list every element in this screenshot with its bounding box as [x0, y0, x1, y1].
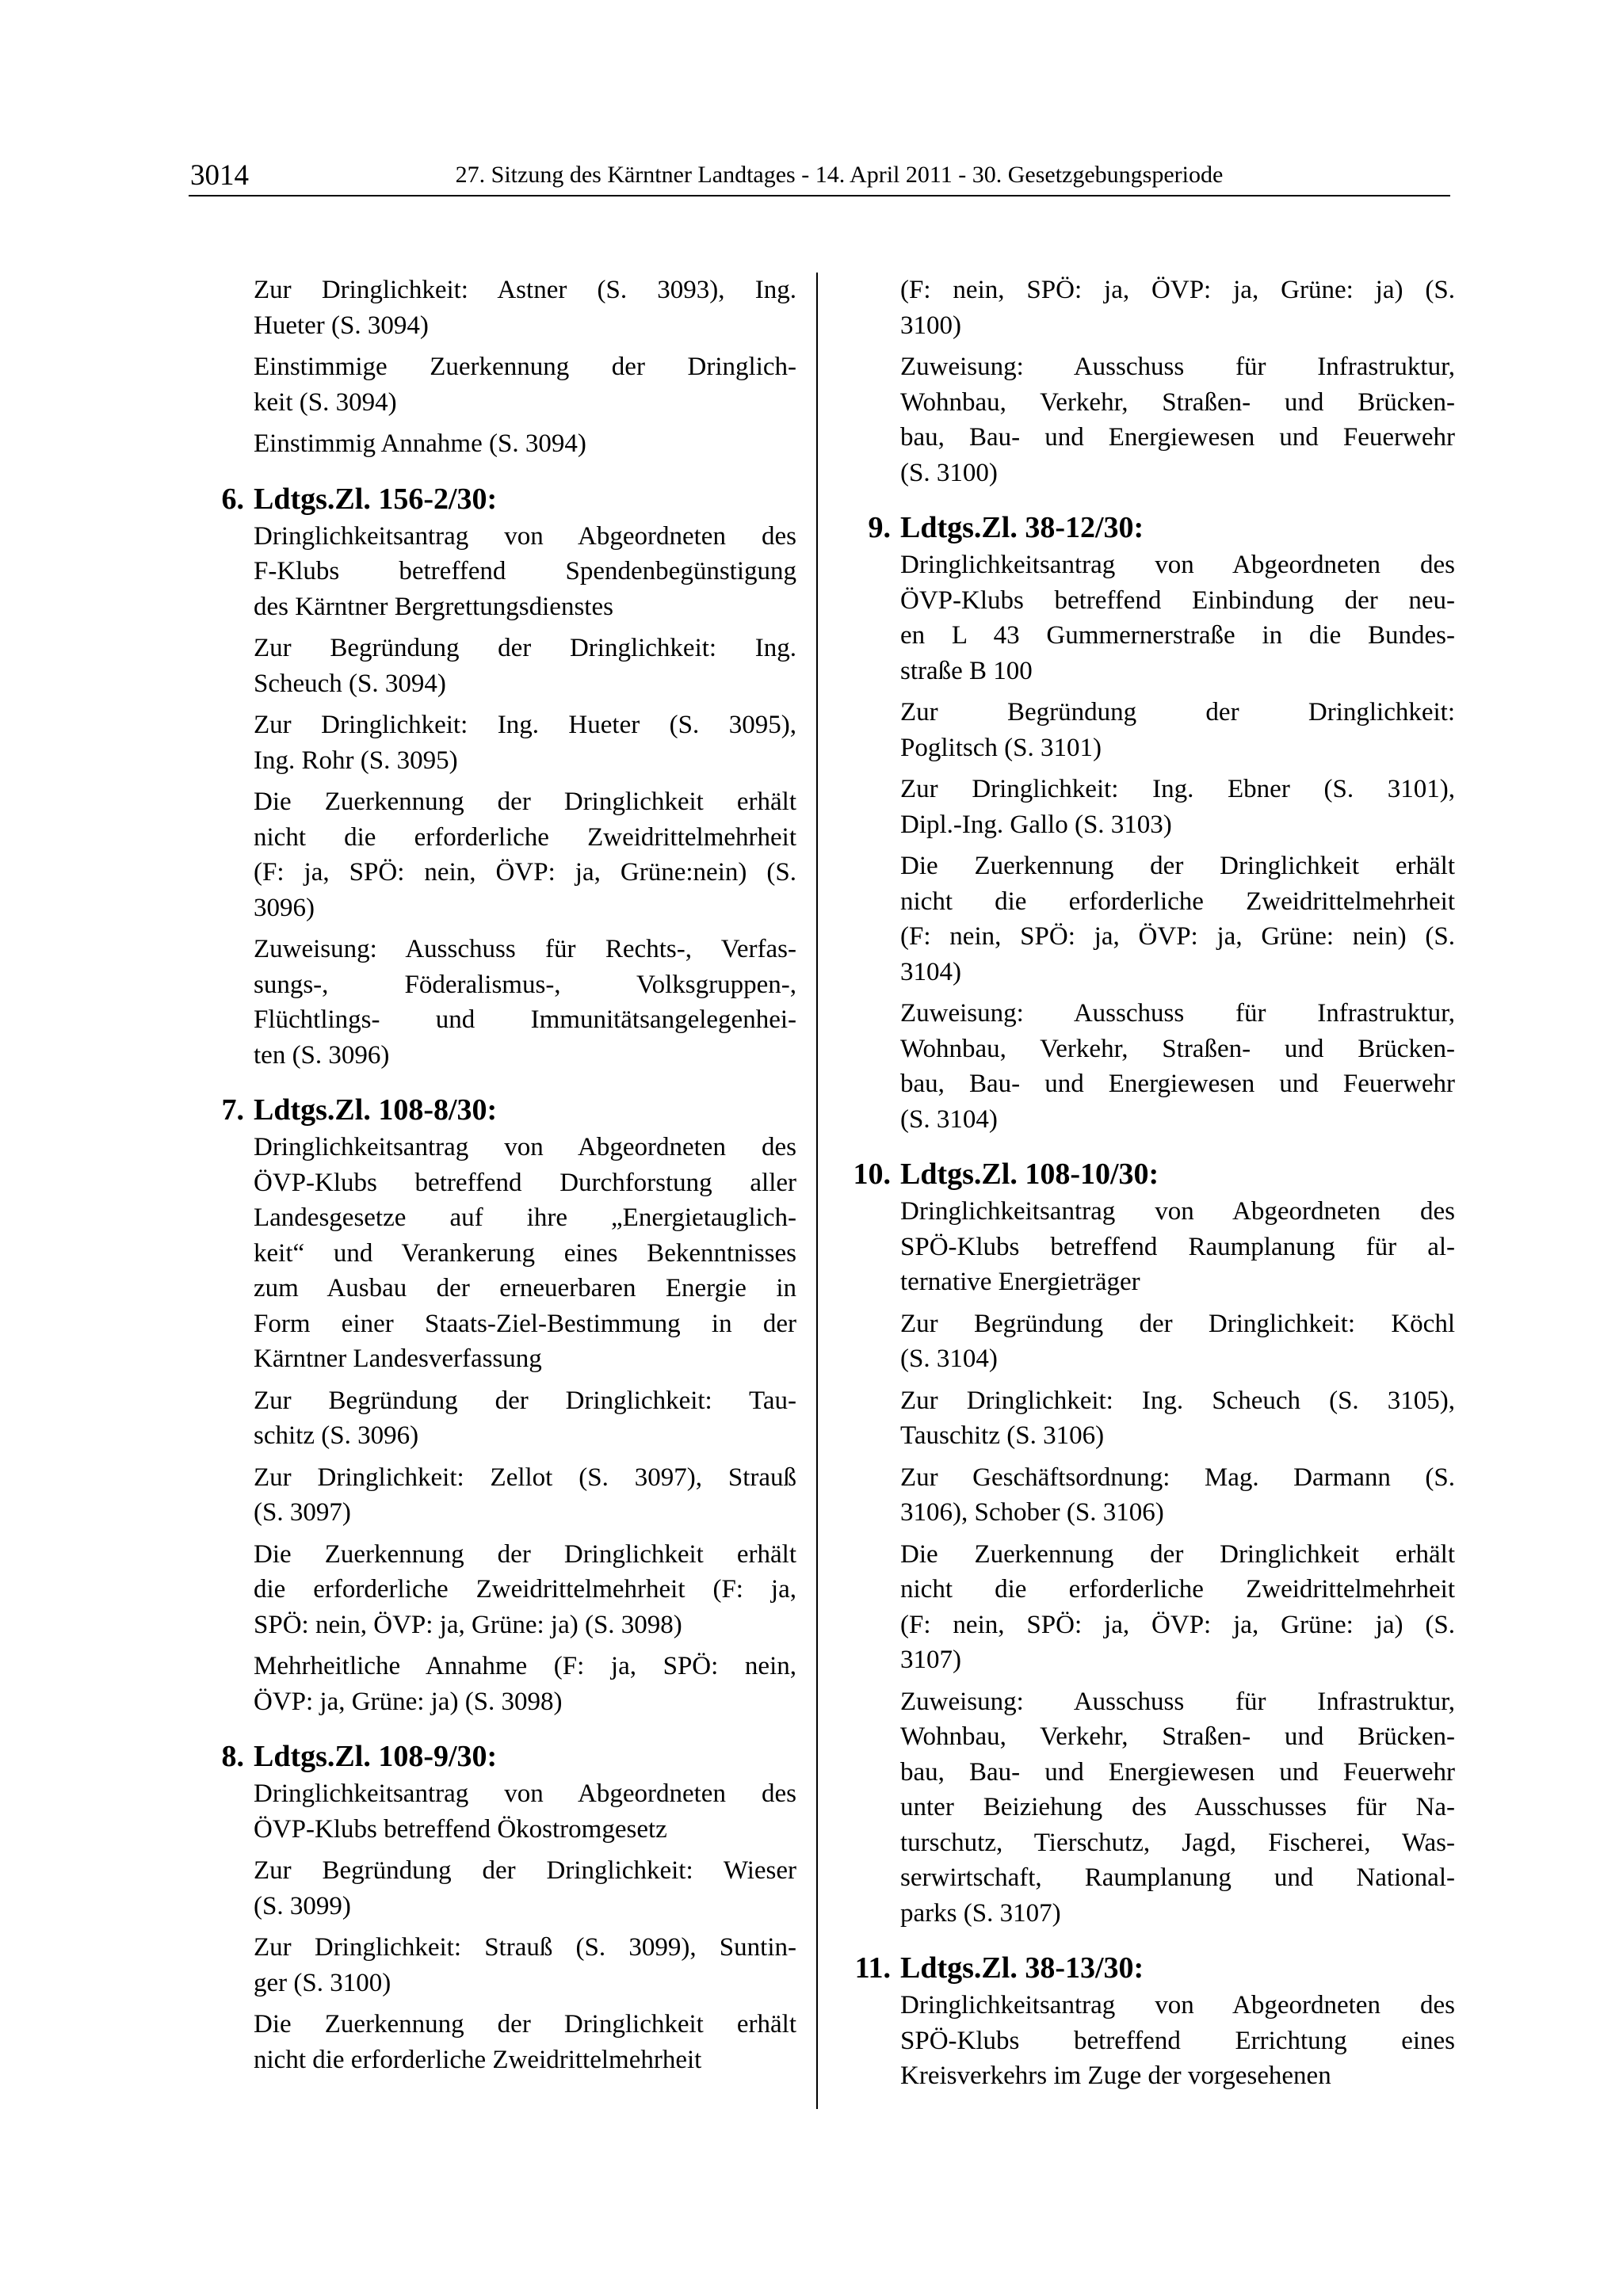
text-line: Die Zuerkennung der Dringlichkeit erhält	[254, 1539, 796, 1569]
text-line: Die Zuerkennung der Dringlichkeit erhält	[900, 852, 1455, 880]
text-line: ÖVP-Klubs betreffend Einbindung der neu-	[900, 585, 1455, 615]
text-line: (S. 3104)	[900, 1104, 998, 1134]
text-line: Zur Begründung der Dringlichkeit: Köchl	[900, 1309, 1455, 1338]
text-line: 3096)	[254, 893, 315, 922]
text-line: nicht die erforderliche Zweidrittelmehrheit	[900, 1575, 1455, 1604]
agenda-item	[845, 509, 1455, 1137]
paragraph	[845, 547, 1455, 688]
text-line: Wohnbau, Verkehr, Straßen- und Brücken-	[900, 1722, 1455, 1751]
paragraph	[198, 631, 796, 701]
paragraph	[845, 849, 1455, 990]
text-line: SPÖ-Klubs betreffend Raumplanung für al-	[900, 1232, 1455, 1261]
paragraph	[845, 1194, 1455, 1300]
text-line: ternative Energieträger	[900, 1268, 1140, 1296]
text-line: zum Ausbau der erneuerbaren Energie in	[254, 1274, 796, 1302]
paragraph	[198, 273, 796, 343]
paragraph	[845, 996, 1455, 1137]
text-line: Zur Dringlichkeit: Zellot (S. 3097), Strauß	[254, 1463, 796, 1492]
text-line: Dringlichkeitsantrag von Abgeordneten des	[900, 551, 1455, 579]
text-line: SPÖ-Klubs betreffend Errichtung eines	[900, 2026, 1455, 2055]
text-line: unter Beiziehung des Ausschusses für Na-	[900, 1793, 1455, 1821]
text-line: bau, Bau- und Energiewesen und Feuerwehr	[900, 1757, 1455, 1787]
text-line: Zur Dringlichkeit: Ing. Scheuch (S. 3105),	[900, 1386, 1455, 1415]
paragraph	[198, 1776, 796, 1847]
agenda-item-title: Ldtgs.Zl. 108-8/30:	[254, 1093, 498, 1127]
text-line: (S. 3099)	[254, 1891, 351, 1920]
paragraph	[198, 1130, 796, 1377]
paragraph	[198, 707, 796, 778]
paragraph	[198, 1383, 796, 1454]
text-line: Kärntner Landesverfassung	[254, 1344, 542, 1373]
agenda-item	[845, 1950, 1455, 2094]
text-line: Zur Begründung der Dringlichkeit: Ing.	[254, 634, 796, 662]
text-line: (F: nein, SPÖ: ja, ÖVP: ja, Grüne: ja) (S.	[900, 1610, 1455, 1639]
text-line: ÖVP-Klubs betreffend Durchforstung aller	[254, 1168, 796, 1197]
agenda-item-heading	[198, 1092, 796, 1128]
paragraph	[198, 2007, 796, 2077]
agenda-item-heading	[845, 1950, 1455, 1986]
column-divider	[816, 273, 818, 2109]
text-line: en L 43 Gummernerstraße in die Bundes-	[900, 621, 1455, 650]
agenda-item-number: 6.	[221, 482, 244, 516]
agenda-item-heading	[845, 509, 1455, 546]
text-line: ÖVP-Klubs betreffend Ökostromgesetz	[254, 1814, 667, 1844]
right-column	[845, 273, 1455, 2100]
text-line: nicht die erforderliche Zweidrittelmehrheit	[254, 822, 796, 852]
text-line: sungs-, Föderalismus-, Volksgruppen-,	[254, 970, 796, 999]
text-line: Dipl.-Ing. Gallo (S. 3103)	[900, 810, 1172, 839]
text-line: Wohnbau, Verkehr, Straßen- und Brücken-	[900, 387, 1455, 417]
paragraph	[198, 1649, 796, 1719]
text-line: keit“ und Verankerung eines Bekenntnisses	[254, 1238, 796, 1268]
text-line: Zuweisung: Ausschuss für Infrastruktur,	[900, 999, 1455, 1028]
text-line: keit (S. 3094)	[254, 387, 397, 417]
agenda-item-title: Ldtgs.Zl. 108-10/30:	[900, 1158, 1159, 1191]
text-line: ger (S. 3100)	[254, 1968, 391, 1997]
agenda-item-title: Ldtgs.Zl. 38-12/30:	[900, 511, 1144, 544]
text-line: Mehrheitliche Annahme (F: ja, SPÖ: nein,	[254, 1652, 796, 1680]
text-line: (S. 3097)	[254, 1498, 351, 1527]
text-line: 3104)	[900, 957, 961, 986]
paragraph	[198, 1537, 796, 1643]
paragraph	[845, 1988, 1455, 2094]
paragraph	[198, 932, 796, 1073]
left-column	[198, 273, 796, 2084]
agenda-item-number: 10.	[853, 1158, 891, 1191]
text-line: Zur Dringlichkeit: Astner (S. 3093), Ing.	[254, 276, 796, 304]
text-line: straße B 100	[900, 656, 1033, 685]
text-line: des Kärntner Bergrettungsdienstes	[254, 592, 613, 621]
text-line: nicht die erforderliche Zweidrittelmehrheit	[900, 887, 1455, 916]
text-line: Zur Begründung der Dringlichkeit: Tau-	[254, 1386, 796, 1415]
text-line: Wohnbau, Verkehr, Straßen- und Brücken-	[900, 1034, 1455, 1063]
text-line: SPÖ: nein, ÖVP: ja, Grüne: ja) (S. 3098)	[254, 1610, 682, 1639]
text-line: bau, Bau- und Energiewesen und Feuerwehr	[900, 423, 1455, 452]
paragraph	[845, 695, 1455, 765]
paragraph	[845, 772, 1455, 842]
agenda-item-title: Ldtgs.Zl. 108-9/30:	[254, 1740, 498, 1773]
agenda-item	[198, 481, 796, 1074]
text-line: 3106), Schober (S. 3106)	[900, 1498, 1164, 1527]
agenda-item	[845, 1156, 1455, 1931]
text-line: die erforderliche Zweidrittelmehrheit (F: ja,	[254, 1575, 796, 1604]
paragraph	[198, 426, 796, 462]
paragraph	[198, 349, 796, 420]
text-line: Zur Dringlichkeit: Strauß (S. 3099), Suntin-	[254, 1933, 796, 1962]
paragraph	[845, 1684, 1455, 1932]
text-line: Zur Begründung der Dringlichkeit: Wieser	[254, 1856, 796, 1885]
text-line: Hueter (S. 3094)	[254, 311, 429, 340]
paragraph	[845, 1383, 1455, 1454]
text-line: Dringlichkeitsantrag von Abgeordneten des	[254, 1133, 796, 1161]
text-line: Kreisverkehrs im Zuge der vorgesehenen	[900, 2061, 1331, 2090]
text-line: (S. 3104)	[900, 1344, 998, 1373]
text-line: schitz (S. 3096)	[254, 1421, 419, 1450]
agenda-item-number: 11.	[854, 1951, 891, 1985]
agenda-item-title: Ldtgs.Zl. 38-13/30:	[900, 1951, 1144, 1985]
text-line: Landesgesetze auf ihre „Energietauglich-	[254, 1203, 796, 1232]
paragraph	[198, 1460, 796, 1531]
text-line: 3100)	[900, 311, 961, 340]
paragraph	[845, 1460, 1455, 1531]
text-line: Einstimmig Annahme (S. 3094)	[254, 429, 586, 458]
agenda-item-heading	[198, 1738, 796, 1775]
text-line: Zur Geschäftsordnung: Mag. Darmann (S.	[900, 1463, 1455, 1492]
text-line: Zur Dringlichkeit: Ing. Ebner (S. 3101),	[900, 775, 1455, 803]
text-line: Dringlichkeitsantrag von Abgeordneten des	[254, 521, 796, 551]
agenda-item-heading	[198, 481, 796, 517]
text-line: 3107)	[900, 1646, 961, 1674]
text-line: Ing. Rohr (S. 3095)	[254, 746, 458, 775]
page-number: 3014	[190, 159, 249, 192]
text-line: ÖVP: ja, Grüne: ja) (S. 3098)	[254, 1687, 563, 1716]
text-line: F-Klubs betreffend Spendenbegünstigung	[254, 557, 796, 585]
paragraph	[845, 349, 1455, 490]
paragraph	[198, 784, 796, 925]
text-line: Dringlichkeitsantrag von Abgeordneten des	[254, 1779, 796, 1808]
text-line: (S. 3100)	[900, 458, 998, 487]
text-line: Die Zuerkennung der Dringlichkeit erhält	[254, 788, 796, 816]
text-line: Flüchtlings- und Immunitätsangelegenhei-	[254, 1005, 796, 1034]
agenda-item-number: 7.	[221, 1093, 244, 1127]
agenda-item-heading	[845, 1156, 1455, 1192]
text-line: ten (S. 3096)	[254, 1040, 390, 1070]
text-line: Dringlichkeitsantrag von Abgeordneten des	[900, 1991, 1455, 2019]
paragraph	[198, 1930, 796, 2000]
text-line: serwirtschaft, Raumplanung und National-	[900, 1863, 1455, 1892]
text-line: Zuweisung: Ausschuss für Rechts-, Verfas-	[254, 935, 796, 963]
text-line: Poglitsch (S. 3101)	[900, 733, 1102, 762]
page-header	[189, 155, 1450, 196]
paragraph	[845, 273, 1455, 343]
paragraph	[845, 1537, 1455, 1678]
text-line: Form einer Staats-Ziel-Bestimmung in der	[254, 1309, 796, 1338]
agenda-item-number: 8.	[221, 1740, 244, 1773]
agenda-item	[198, 1092, 796, 1719]
running-title: 27. Sitzung des Kärntner Landtages - 14. April 2011 - 30. Gesetzgebungsperiode	[455, 162, 1224, 188]
text-line: nicht die erforderliche Zweidrittelmehrheit	[254, 2045, 702, 2074]
text-line: parks (S. 3107)	[900, 1898, 1061, 1928]
text-line: (F: ja, SPÖ: nein, ÖVP: ja, Grüne:nein) (S.	[254, 858, 796, 887]
agenda-item	[198, 1738, 796, 2077]
text-line: Zuweisung: Ausschuss für Infrastruktur,	[900, 353, 1455, 381]
text-line: Die Zuerkennung der Dringlichkeit erhält	[254, 2010, 796, 2039]
text-line: Dringlichkeitsantrag von Abgeordneten des	[900, 1197, 1455, 1226]
text-line: Zur Begründung der Dringlichkeit:	[900, 698, 1455, 727]
text-line: Tauschitz (S. 3106)	[900, 1421, 1105, 1450]
text-line: Die Zuerkennung der Dringlichkeit erhält	[900, 1539, 1455, 1569]
text-line: turschutz, Tierschutz, Jagd, Fischerei, Was-	[900, 1828, 1455, 1857]
text-line: Einstimmige Zuerkennung der Dringlich-	[254, 353, 796, 381]
text-line: bau, Bau- und Energiewesen und Feuerwehr	[900, 1070, 1455, 1098]
paragraph	[198, 519, 796, 625]
agenda-item-number: 9.	[868, 511, 891, 544]
text-line: Zuweisung: Ausschuss für Infrastruktur,	[900, 1687, 1455, 1716]
paragraph	[198, 1853, 796, 1924]
text-line: (F: nein, SPÖ: ja, ÖVP: ja, Grüne: ja) (S.	[900, 276, 1455, 304]
text-line: Scheuch (S. 3094)	[254, 669, 446, 698]
agenda-item-title: Ldtgs.Zl. 156-2/30:	[254, 482, 498, 516]
paragraph	[845, 1306, 1455, 1377]
text-line: Zur Dringlichkeit: Ing. Hueter (S. 3095),	[254, 711, 796, 739]
text-line: (F: nein, SPÖ: ja, ÖVP: ja, Grüne: nein) (S.	[900, 922, 1455, 951]
